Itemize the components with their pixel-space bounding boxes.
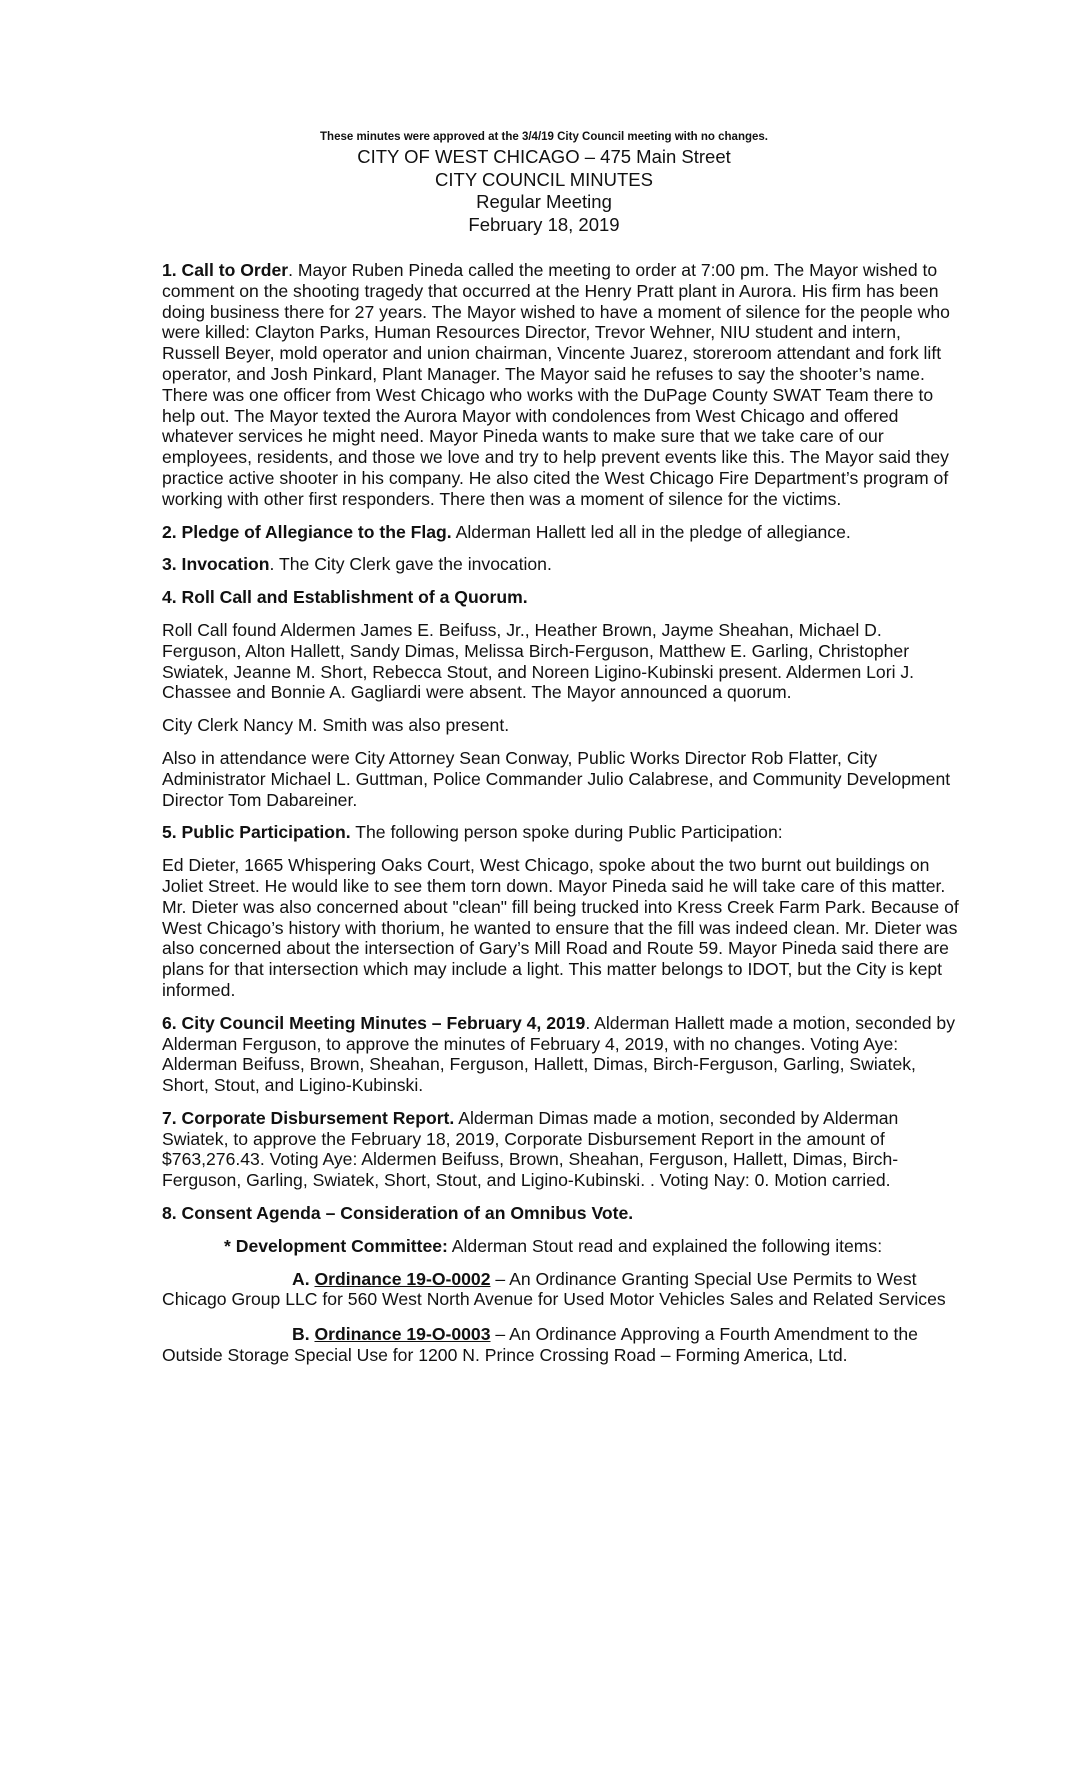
city-address-line: CITY OF WEST CHICAGO – 475 Main Street (357, 146, 731, 167)
item-label (162, 1269, 491, 1289)
document-title: CITY COUNCIL MINUTES (435, 168, 653, 190)
section-text: . Alderman Hallett made a motion, seconded by Alderman Ferguson, to approve the minutes of February 4, 2019, with no changes. Voting Aye: Alderman Beifuss, Brown, Sheahan, Ferguson, Hallett, Dimas, Birch-Ferguson, Garling, Swiatek, Short, Stout, and Ligino-Kubinski. (162, 1012, 956, 1096)
section-text: Alderman Dimas made a motion, seconded by Alderman Swiatek, to approve the February 18, 2019, Corporate Disbursement Report in the amount of $763,276.43. Voting Aye: Aldermen Beifuss, Brown, Sheahan, Ferguson, Hallett, Dimas, Birch-Ferguson, Garling, Swiatek, Short, Stout, and Ligino-Kubinski. . Voting Nay: 0. Motion carried. (162, 1107, 899, 1191)
agenda-item-b (162, 1324, 962, 1366)
section-heading: 6. City Council Meeting Minutes – February 4, 2019 (162, 1012, 586, 1033)
section-text: Alderman Hallett led all in the pledge of allegiance. (451, 521, 851, 542)
document-header (0, 130, 1088, 236)
roll-call-text: Roll Call found Aldermen James E. Beifuss, Jr., Heather Brown, Jayme Sheahan, Michael D. Ferguson, Alton Hallett, Sandy Dimas, Melissa Birch-Ferguson, Matthew E. Garling, Christopher Swiatek, Jeanne M. Short, Rebecca Stout, and Noreen Ligino-Kubinski present. Aldermen Lori J. Chassee and Bonnie A. Gagliardi were absent. The Mayor announced a quorum. (162, 619, 915, 703)
section-call-to-order (162, 260, 962, 510)
item-letter: A. (292, 1268, 310, 1289)
committee-heading: * Development Committee: (224, 1235, 448, 1256)
section-heading: 3. Invocation (162, 554, 270, 575)
meeting-type: Regular Meeting (476, 191, 612, 212)
ordinance-number: Ordinance 19-O-0002 (314, 1268, 491, 1289)
minutes-body (162, 260, 962, 1380)
agenda-item-a (162, 1269, 962, 1311)
speaker-text: Ed Dieter, 1665 Whispering Oaks Court, West Chicago, spoke about the two burnt out buildings on Joliet Street. He would like to see them torn down. Mayor Pineda said he will take care of this matter. Mr. Dieter was also concerned about "clean" fill being trucked into Kress Creek Farm Park. Because of West Chicago’s history with thorium, he wanted to ensure that the fill was indeed clean. Mr. Dieter was also concerned about the intersection of Gary’s Mill Road and Route 59. Mayor Pineda said there are plans for that intersection which may include a light. This matter belongs to IDOT, but the City is kept informed. (162, 855, 959, 1000)
section-heading: 2. Pledge of Allegiance to the Flag. (162, 521, 452, 542)
section-heading: 5. Public Participation. (162, 822, 351, 843)
section-heading: 8. Consent Agenda – Consideration of an Omnibus Vote. (162, 1203, 634, 1224)
item-text: – An Ordinance Granting Special Use Permits to West Chicago Group LLC for 560 West North Avenue for Used Motor Vehicles Sales and Related Services (162, 1268, 946, 1310)
attendance-text: Also in attendance were City Attorney Sean Conway, Public Works Director Rob Flatter, City Administrator Michael L. Guttman, Police Commander Julio Calabrese, and Community Development Director Tom Dabareiner. (162, 747, 951, 810)
item-text: – An Ordinance Approving a Fourth Amendment to the Outside Storage Special Use for 1200 N. Prince Crossing Road – Forming America, Ltd. (162, 1324, 918, 1366)
development-committee (162, 1236, 962, 1257)
section-pledge (162, 522, 962, 543)
section-heading: 4. Roll Call and Establishment of a Quorum. (162, 587, 528, 608)
section-heading: 7. Corporate Disbursement Report. (162, 1107, 455, 1128)
section-text: . The City Clerk gave the invocation. (269, 554, 552, 575)
section-text: The following person spoke during Public Participation: (350, 822, 783, 843)
item-letter: B. (292, 1324, 310, 1345)
section-text: . Mayor Ruben Pineda called the meeting to order at 7:00 pm. The Mayor wished to comment on the shooting tragedy that occurred at the Henry Pratt plant in Aurora. His firm has been doing business there for 27 years. The Mayor wished to have a moment of silence for the people who were killed: Clayton Parks, Human Resources Director, Trevor Wehner, NIU student and intern, Russell Beyer, mold operator and union chairman, Vincente Juarez, storeroom attendant and fork lift operator, and Josh Pinkard, Plant Manager. The Mayor said he refuses to say the shooter’s name. There was one officer from West Chicago who works with the DuPage County SWAT Team there to help out. The Mayor texted the Aurora Mayor with condolences from West Chicago and offered whatever services he might need. Mayor Pineda wants to make sure that we take care of our employees, residents, and those we love and try to help prevent events like this. The Mayor said they practice active shooter in his company. He also cited the West Chicago Fire Department’s program of working with other first responders. There then was a moment of silence for the victims. (162, 260, 950, 509)
section-meeting-minutes (162, 1013, 962, 1096)
section-public-participation (162, 822, 962, 843)
section-heading: 1. Call to Order (162, 260, 289, 280)
ordinance-number: Ordinance 19-O-0003 (314, 1324, 491, 1345)
item-label (162, 1324, 491, 1344)
section-roll-call (162, 587, 962, 608)
clerk-present-text: City Clerk Nancy M. Smith was also present. (162, 715, 510, 736)
section-invocation (162, 554, 962, 575)
section-disbursement-report (162, 1108, 962, 1191)
meeting-date: February 18, 2019 (468, 213, 620, 235)
committee-text: Alderman Stout read and explained the following items: (447, 1235, 883, 1256)
approval-note: These minutes were approved at the 3/4/19 City Council meeting with no changes. (320, 131, 768, 143)
section-consent-agenda (162, 1203, 962, 1224)
